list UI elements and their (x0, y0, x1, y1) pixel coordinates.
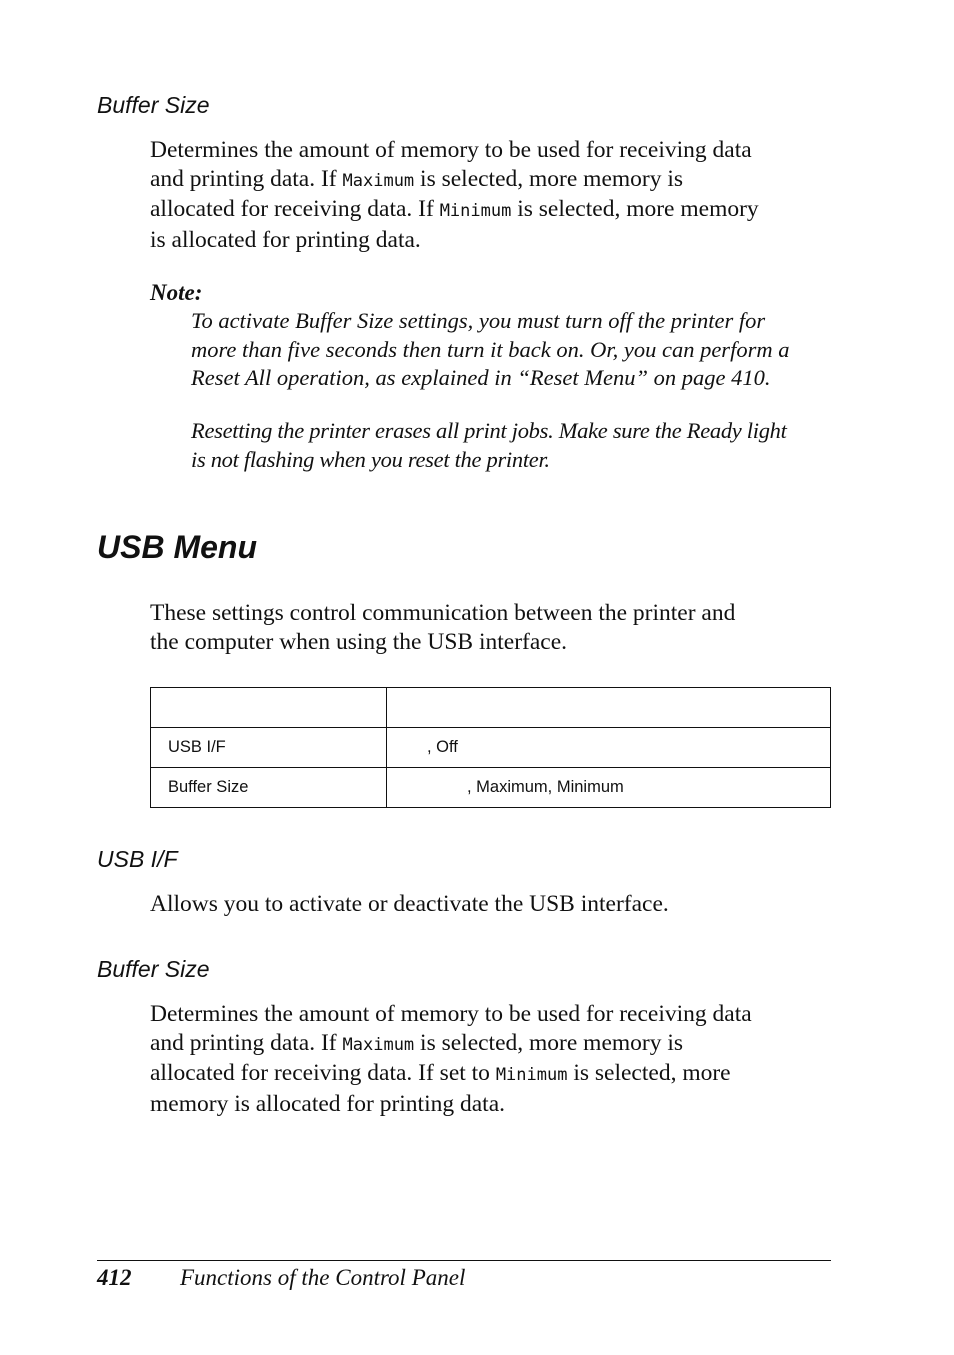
usb-menu-intro (150, 599, 840, 656)
table-header-row (151, 688, 831, 728)
footer-title: Functions of the Control Panel (180, 1265, 466, 1290)
usb-if-paragraph (150, 890, 840, 919)
buffer-size-paragraph (150, 136, 840, 255)
note-line: is not flashing when you reset the printer. (191, 446, 550, 472)
table-row (151, 728, 831, 768)
note-line: Reset All operation, as explained in “Reset Menu” on page 410. (191, 365, 771, 391)
paragraph-line (150, 165, 840, 196)
paragraph-line: Allows you to activate or deactivate the USB interface. (150, 891, 669, 917)
text-run: is selected, more memory is (414, 165, 684, 192)
text-run: is selected, more (567, 1060, 731, 1087)
code-maximum: Maximum (342, 170, 415, 191)
note-line: more than five seconds then turn it back on. Or, you can perform a (191, 336, 790, 362)
usb-buffer-size-paragraph (150, 1000, 840, 1119)
text-run: is selected, more memory is (414, 1029, 684, 1056)
text-run: and printing data. If (150, 165, 343, 192)
table-row (151, 768, 831, 808)
note-text-2 (191, 417, 841, 474)
usb-menu-title: USB Menu (97, 529, 257, 565)
paragraph-line: memory is allocated for printing data. (150, 1091, 506, 1118)
table-cell-settings: , Maximum, Minimum (387, 768, 831, 808)
usb-settings-table (150, 687, 831, 808)
paragraph-line (150, 1029, 840, 1060)
code-maximum: Maximum (342, 1034, 415, 1055)
paragraph-line: Determines the amount of memory to be used for receiving data (150, 137, 752, 163)
text-run: is selected, more memory (511, 196, 759, 223)
section-heading-buffer-size-usb: Buffer Size (97, 956, 210, 982)
paragraph-line (150, 1059, 840, 1090)
note-text-1 (191, 307, 841, 393)
paragraph-line: the computer when using the USB interface. (150, 628, 568, 655)
text-run: allocated for receiving data. If set to (150, 1060, 496, 1087)
table-cell-item: USB I/F (151, 728, 387, 768)
note-line: Resetting the printer erases all print jobs. Make sure the Ready light (191, 418, 787, 443)
table-header-item (151, 688, 387, 728)
table-header-settings (387, 688, 831, 728)
code-minimum: Minimum (439, 201, 512, 222)
text-run: and printing data. If (150, 1029, 343, 1056)
text-run: allocated for receiving data. If (150, 196, 440, 223)
code-minimum: Minimum (495, 1065, 568, 1086)
paragraph-line: These settings control communication between the printer and (150, 600, 736, 626)
footer-rule (97, 1260, 831, 1261)
table-cell-item: Buffer Size (151, 768, 387, 808)
note-label: Note: (150, 280, 203, 305)
paragraph-line: is allocated for printing data. (150, 227, 421, 254)
section-heading-usb-if: USB I/F (97, 846, 178, 872)
note-line: To activate Buffer Size settings, you must turn off the printer for (191, 308, 766, 333)
paragraph-line: Determines the amount of memory to be used for receiving data (150, 1001, 752, 1027)
page-number: 412 (97, 1265, 132, 1290)
paragraph-line (150, 195, 840, 226)
section-heading-buffer-size: Buffer Size (97, 92, 210, 118)
table-cell-settings: , Off (387, 728, 831, 768)
